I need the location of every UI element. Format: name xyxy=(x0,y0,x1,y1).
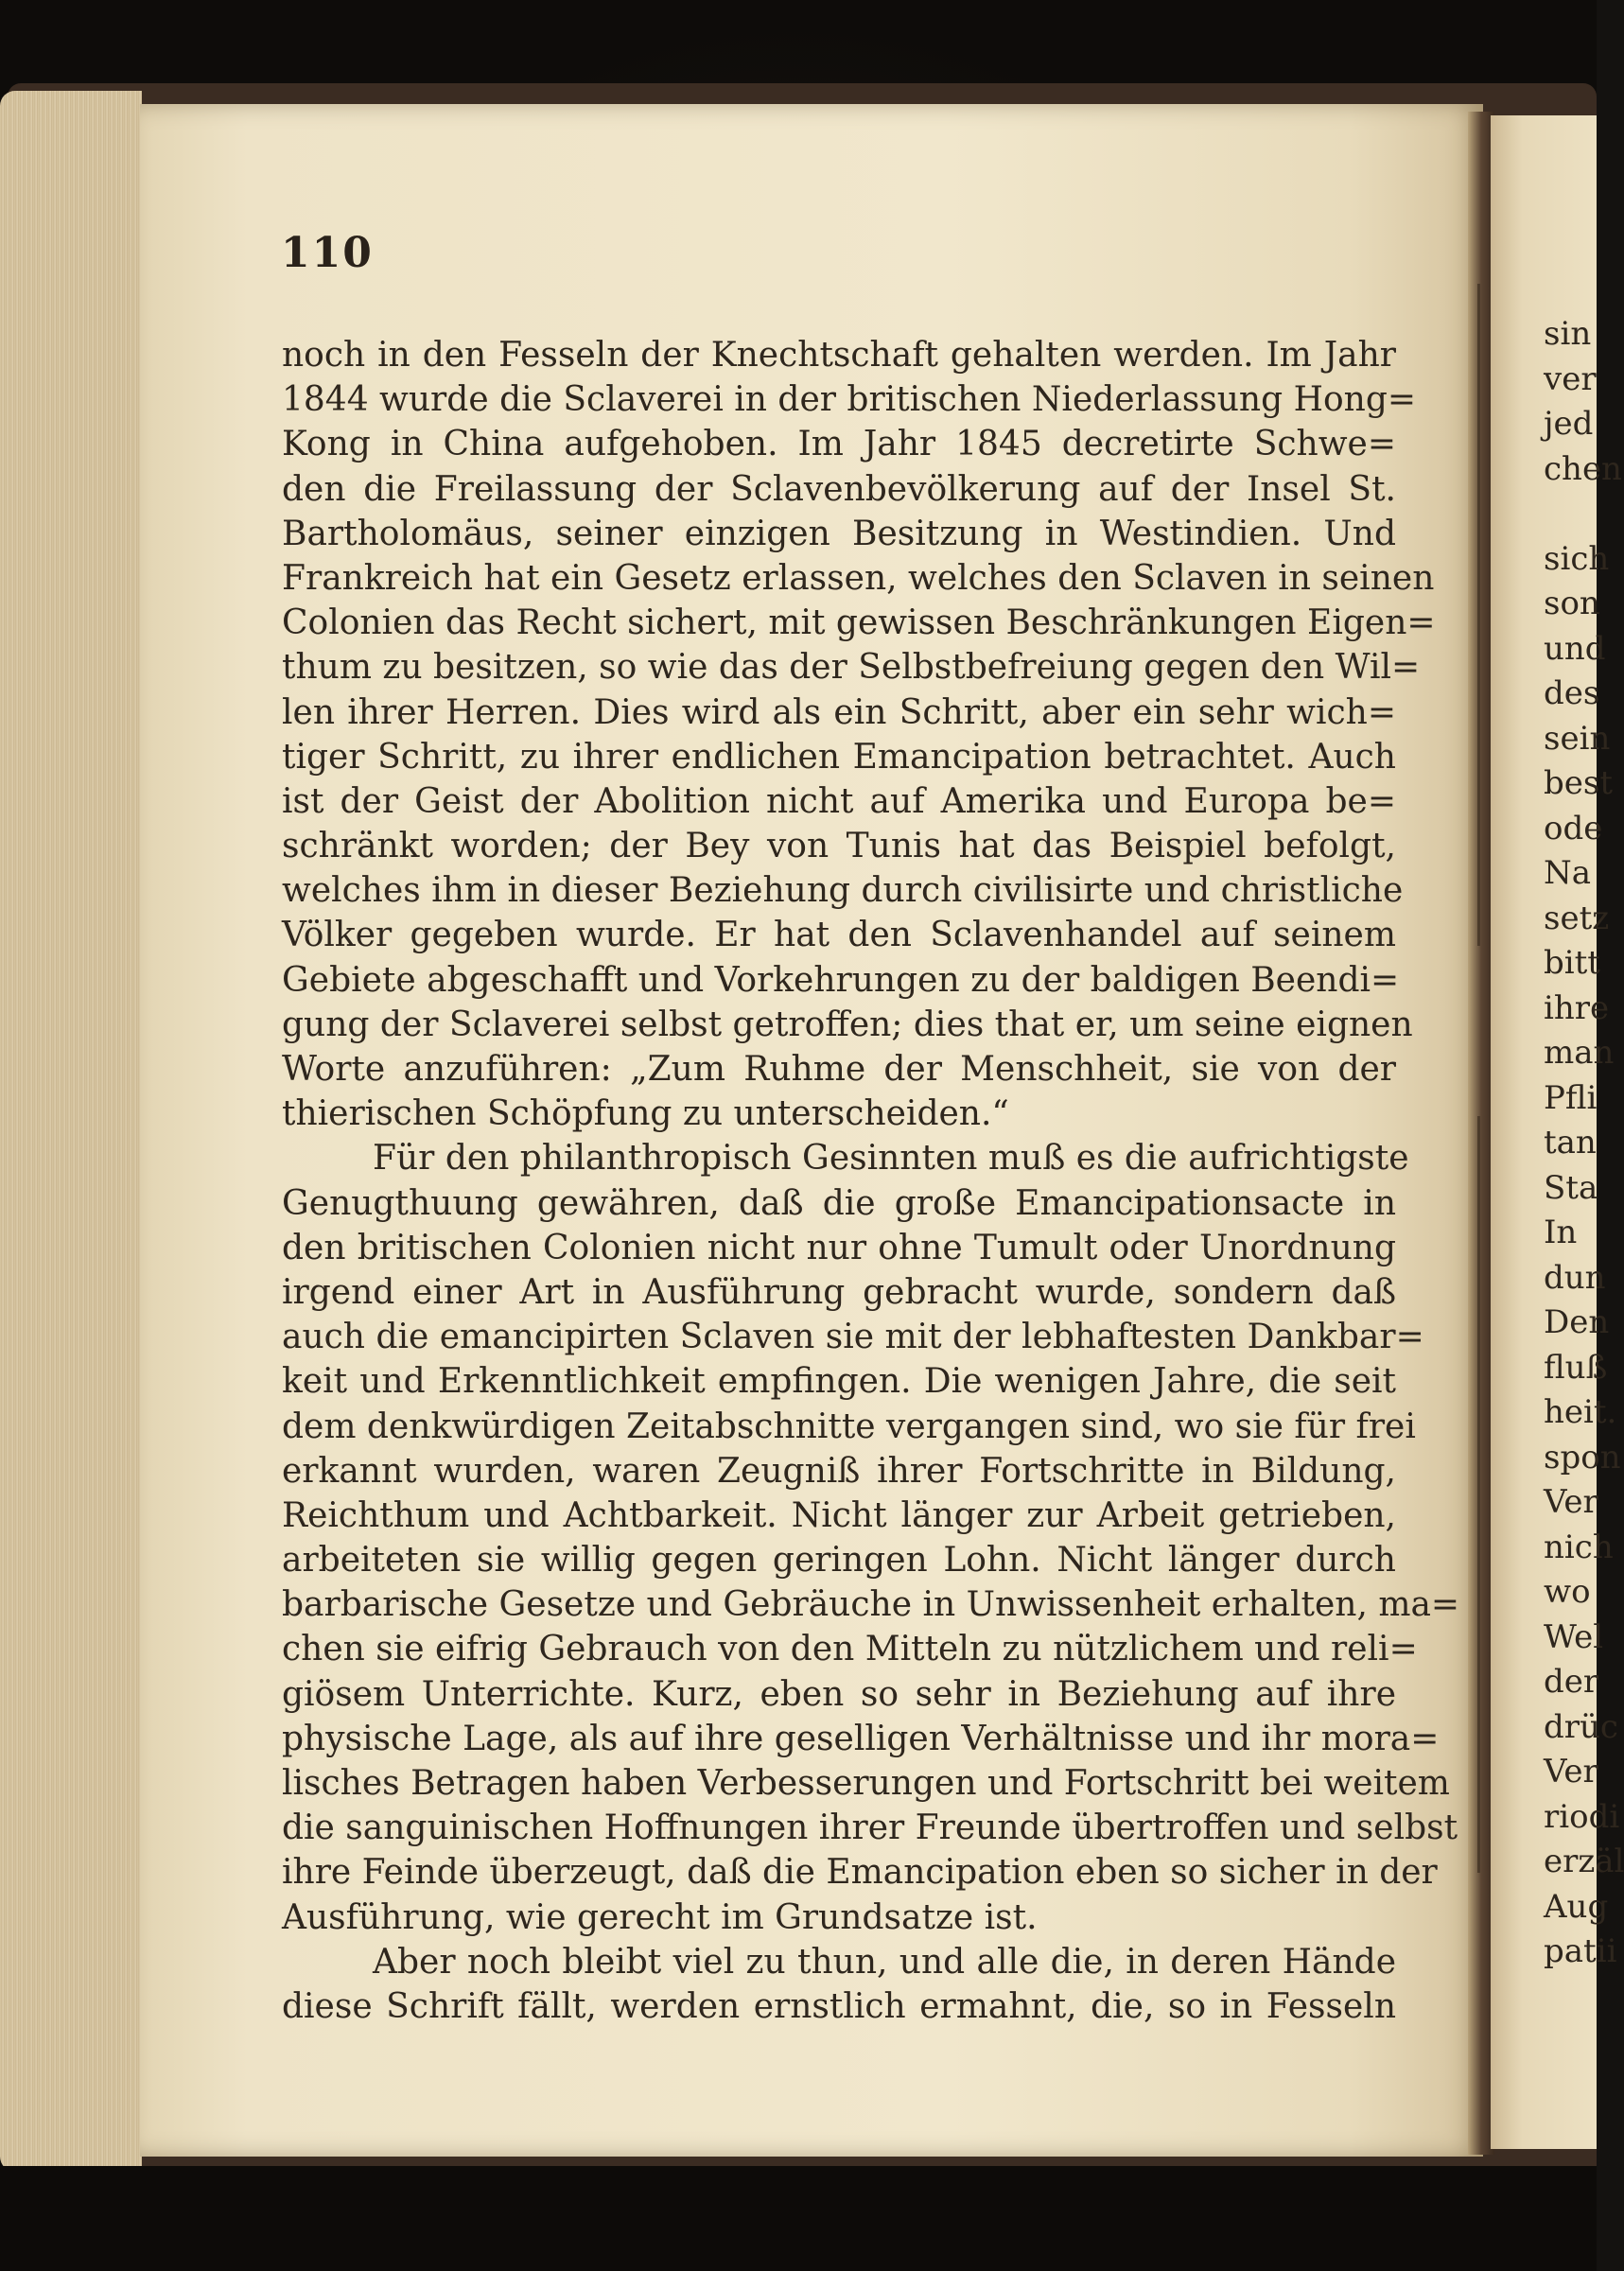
facing-text-line: heit. xyxy=(1544,1393,1617,1431)
facing-text-line: spon xyxy=(1544,1438,1621,1476)
text-line: welches ihm in dieser Beziehung durch civilisirte und christliche xyxy=(282,871,1404,911)
text-line: len ihrer Herren. Dies wird als ein Schritt, aber ein sehr wich= xyxy=(282,692,1396,732)
facing-text-line: Na xyxy=(1544,854,1592,892)
facing-text-line: ihre xyxy=(1544,988,1610,1027)
facing-text-line: nich xyxy=(1544,1528,1614,1566)
text-line: barbarische Gesetze und Gebräuche in Unwissenheit erhalten, ma= xyxy=(282,1585,1460,1625)
text-line: Kong in China aufgehoben. Im Jahr 1845 decretirte Schwe= xyxy=(282,425,1396,464)
text-line: den britischen Colonien nicht nur ohne Tumult oder Unordnung xyxy=(282,1228,1396,1267)
text-line: Völker gegeben wurde. Er hat den Sclavenhandel auf seinem xyxy=(282,916,1396,955)
facing-text-line: dun xyxy=(1544,1258,1606,1297)
text-line: ist der Geist der Abolition nicht auf Amerika und Europa be= xyxy=(282,781,1396,821)
facing-text-line: Den xyxy=(1544,1303,1610,1341)
facing-text-line: sich xyxy=(1544,539,1610,578)
facing-text-line: und xyxy=(1544,629,1606,668)
facing-text-line: riodi xyxy=(1544,1797,1620,1836)
text-line: lisches Betragen haben Verbesserungen und Fortschritt bei weitem xyxy=(282,1764,1450,1803)
facing-text-line: sin xyxy=(1544,315,1592,353)
text-line: Für den philanthropisch Gesinnten muß es die aufrichtigste xyxy=(373,1139,1409,1179)
text-line: den die Freilassung der Sclavenbevölkerung auf der Insel St. xyxy=(282,469,1396,509)
text-line: arbeiteten sie willig gegen geringen Lohn. Nicht länger durch xyxy=(282,1541,1396,1581)
facing-text-line: patii xyxy=(1544,1932,1617,1970)
facing-text-line: wo xyxy=(1544,1573,1591,1611)
text-line: irgend einer Art in Ausführung gebracht wurde, sondern daß xyxy=(282,1272,1396,1312)
facing-text-line: fluß xyxy=(1544,1348,1608,1387)
margin-mark xyxy=(1477,1116,1480,1873)
facing-text-line: Sta xyxy=(1544,1168,1598,1207)
text-line: Ausführung, wie gerecht im Grundsatze ist. xyxy=(282,1897,1038,1937)
facing-text-line: Ver xyxy=(1544,1753,1598,1791)
facing-text-line: chen xyxy=(1544,449,1622,488)
facing-text-line: drüc xyxy=(1544,1707,1618,1746)
text-line: keit und Erkenntlichkeit empfingen. Die wenigen Jahre, die seit xyxy=(282,1362,1396,1402)
text-line: dem denkwürdigen Zeitabschnitte vergangen sind, wo sie für frei xyxy=(282,1406,1416,1446)
text-line: auch die emancipirten Sclaven sie mit der lebhaftesten Dankbar= xyxy=(282,1318,1424,1357)
text-line: thum zu besitzen, so wie das der Selbstbefreiung gegen den Wil= xyxy=(282,648,1421,688)
text-line: Genugthuung gewähren, daß die große Emancipationsacte in xyxy=(282,1183,1396,1223)
facing-text-line: jed xyxy=(1544,405,1594,443)
text-line: thierischen Schöpfung zu unterscheiden.“ xyxy=(282,1094,1009,1134)
text-line: Colonien das Recht sichert, mit gewissen Beschränkungen Eigen= xyxy=(282,603,1436,643)
margin-mark xyxy=(1477,284,1480,946)
page-body-text xyxy=(282,333,1460,2029)
facing-text-line: son xyxy=(1544,585,1600,622)
text-line: diese Schrift fällt, werden ernstlich ermahnt, die, so in Fesseln xyxy=(282,1986,1396,2026)
facing-text-line: Aug xyxy=(1544,1887,1609,1926)
page-edges xyxy=(0,91,142,2172)
text-line: physische Lage, als auf ihre geselligen Verhältnisse und ihr mora= xyxy=(282,1719,1440,1758)
text-line: chen sie eifrig Gebrauch von den Mitteln zu nützlichem und reli= xyxy=(282,1630,1418,1669)
facing-text-line: sein xyxy=(1544,719,1611,758)
facing-text-line: man xyxy=(1544,1034,1615,1072)
text-line: schränkt worden; der Bey von Tunis hat das Beispiel befolgt, xyxy=(282,827,1396,866)
text-line: ihre Feinde überzeugt, daß die Emancipation eben so sicher in der xyxy=(282,1853,1438,1893)
facing-text-line: der xyxy=(1544,1663,1599,1701)
text-line: noch in den Fesseln der Knechtschaft gehalten werden. Im Jahr xyxy=(282,336,1396,375)
facing-text-line: Pfli xyxy=(1544,1078,1598,1117)
text-line: tiger Schritt, zu ihrer endlichen Emancipation betrachtet. Auch xyxy=(282,737,1396,777)
text-line: Aber noch bleibt viel zu thun, und alle die, in deren Hände xyxy=(373,1942,1396,1982)
facing-text-line: setz xyxy=(1544,899,1610,937)
text-line: Worte anzuführen: „Zum Ruhme der Menschheit, sie von der xyxy=(282,1050,1396,1089)
facing-page-text xyxy=(1544,312,1624,1975)
text-line: gung der Sclaverei selbst getroffen; dies that er, um seine eignen xyxy=(282,1004,1413,1044)
facing-text-line xyxy=(1544,492,1597,537)
page-number: 110 xyxy=(281,229,374,277)
facing-text-line: ode xyxy=(1544,809,1603,847)
facing-text-line: des xyxy=(1544,674,1600,712)
text-line: Reichthum und Achtbarkeit. Nicht länger zur Arbeit getrieben, xyxy=(282,1495,1396,1535)
text-line: Bartholomäus, seiner einzigen Besitzung in Westindien. Und xyxy=(282,514,1396,553)
text-line: 1844 wurde die Sclaverei in der britischen Niederlassung Hong= xyxy=(282,380,1417,420)
facing-text-line: bitt xyxy=(1544,944,1600,982)
facing-text-line: erzäl xyxy=(1544,1843,1624,1880)
text-line: Gebiete abgeschafft und Vorkehrungen zu der baldigen Beendi= xyxy=(282,960,1400,1000)
facing-text-line: ver xyxy=(1544,359,1597,398)
text-line: erkannt wurden, waren Zeugniß ihrer Fortschritte in Bildung, xyxy=(282,1451,1396,1491)
text-line: die sanguinischen Hoffnungen ihrer Freunde übertroffen und selbst xyxy=(282,1808,1458,1848)
text-line: giösem Unterrichte. Kurz, eben so sehr in Beziehung auf ihre xyxy=(282,1674,1396,1714)
facing-text-line: Ver xyxy=(1544,1483,1598,1521)
facing-text-line: Wel xyxy=(1544,1617,1604,1656)
facing-text-line: best xyxy=(1544,764,1613,802)
bottom-shadow xyxy=(0,2166,1597,2271)
text-line: Frankreich hat ein Gesetz erlassen, welches den Sclaven in seinen xyxy=(282,558,1435,598)
facing-text-line: tan xyxy=(1544,1124,1597,1162)
facing-text-line: In xyxy=(1544,1214,1578,1251)
